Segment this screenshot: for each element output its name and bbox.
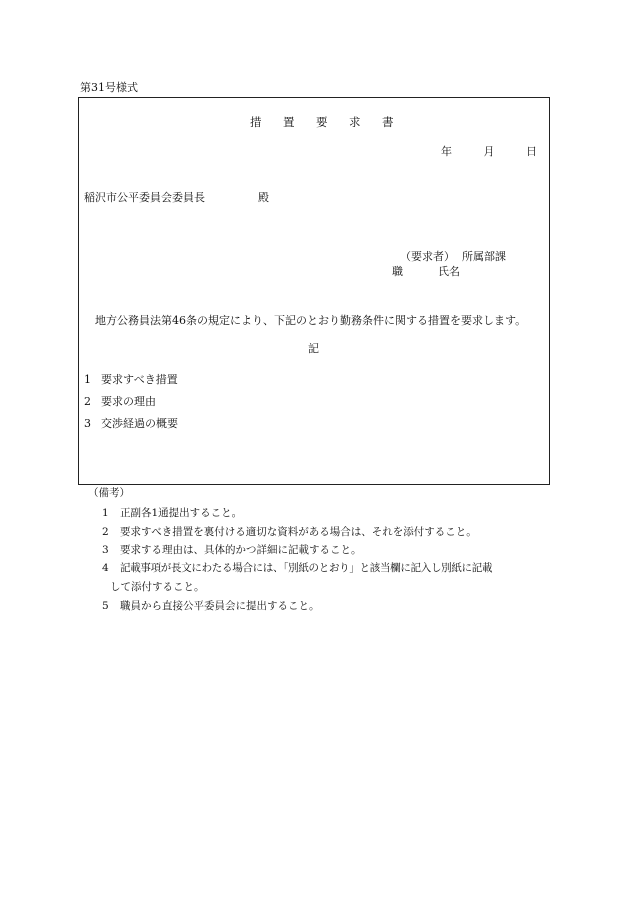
requester-label: （要求者）	[400, 250, 455, 263]
remark-text: 記載事項が長文にわたる場合には、「別紙のとおり」と該当欄に記入し別紙に記載	[120, 562, 493, 574]
remark-number: 3	[102, 544, 109, 556]
item-number: 3	[84, 417, 91, 430]
requester-name-label: 氏名	[438, 265, 460, 278]
date-day-label: 日	[526, 145, 537, 158]
title-char: 置	[283, 115, 295, 129]
remark-number: 5	[102, 600, 109, 612]
ki-heading: 記	[308, 342, 319, 355]
date-field	[441, 146, 537, 157]
body-text: 地方公務員法第46条の規定により、下記のとおり勤務条件に関する措置を要求します。	[95, 314, 527, 327]
honorific: 殿	[258, 191, 269, 204]
item-text: 要求すべき措置	[101, 373, 178, 386]
date-month-label: 月	[483, 145, 495, 158]
remark-text: 職員から直接公平委員会に提出すること。	[120, 600, 320, 612]
item-text: 要求の理由	[101, 395, 156, 408]
remark-text-continued: して添付すること。	[110, 581, 205, 593]
form-number: 第31号様式	[80, 81, 138, 94]
item-number: 2	[84, 395, 91, 408]
item-text: 交渉経過の概要	[101, 417, 178, 430]
title-char: 措	[250, 115, 262, 129]
title-char: 求	[349, 115, 361, 129]
addressee: 稲沢市公平委員会委員長	[84, 191, 205, 204]
remark-number: 2	[102, 526, 109, 538]
item-number: 1	[84, 373, 91, 386]
remark-text: 正副各1通提出すること。	[120, 507, 243, 519]
remark-number: 1	[102, 507, 109, 519]
remark-text: 要求する理由は、具体的かつ詳細に記載すること。	[120, 544, 362, 556]
form-title	[250, 117, 394, 129]
remarks-title: （備考）	[88, 487, 130, 499]
remark-text: 要求すべき措置を裏付ける適切な資料がある場合は、それを添付すること。	[120, 526, 477, 538]
title-char: 書	[382, 115, 394, 129]
remark-number: 4	[102, 562, 109, 574]
date-year-label: 年	[441, 145, 452, 158]
requester-dept-label: 所属部課	[462, 250, 506, 263]
title-char: 要	[316, 115, 328, 129]
requester-job-label: 職	[392, 265, 403, 278]
